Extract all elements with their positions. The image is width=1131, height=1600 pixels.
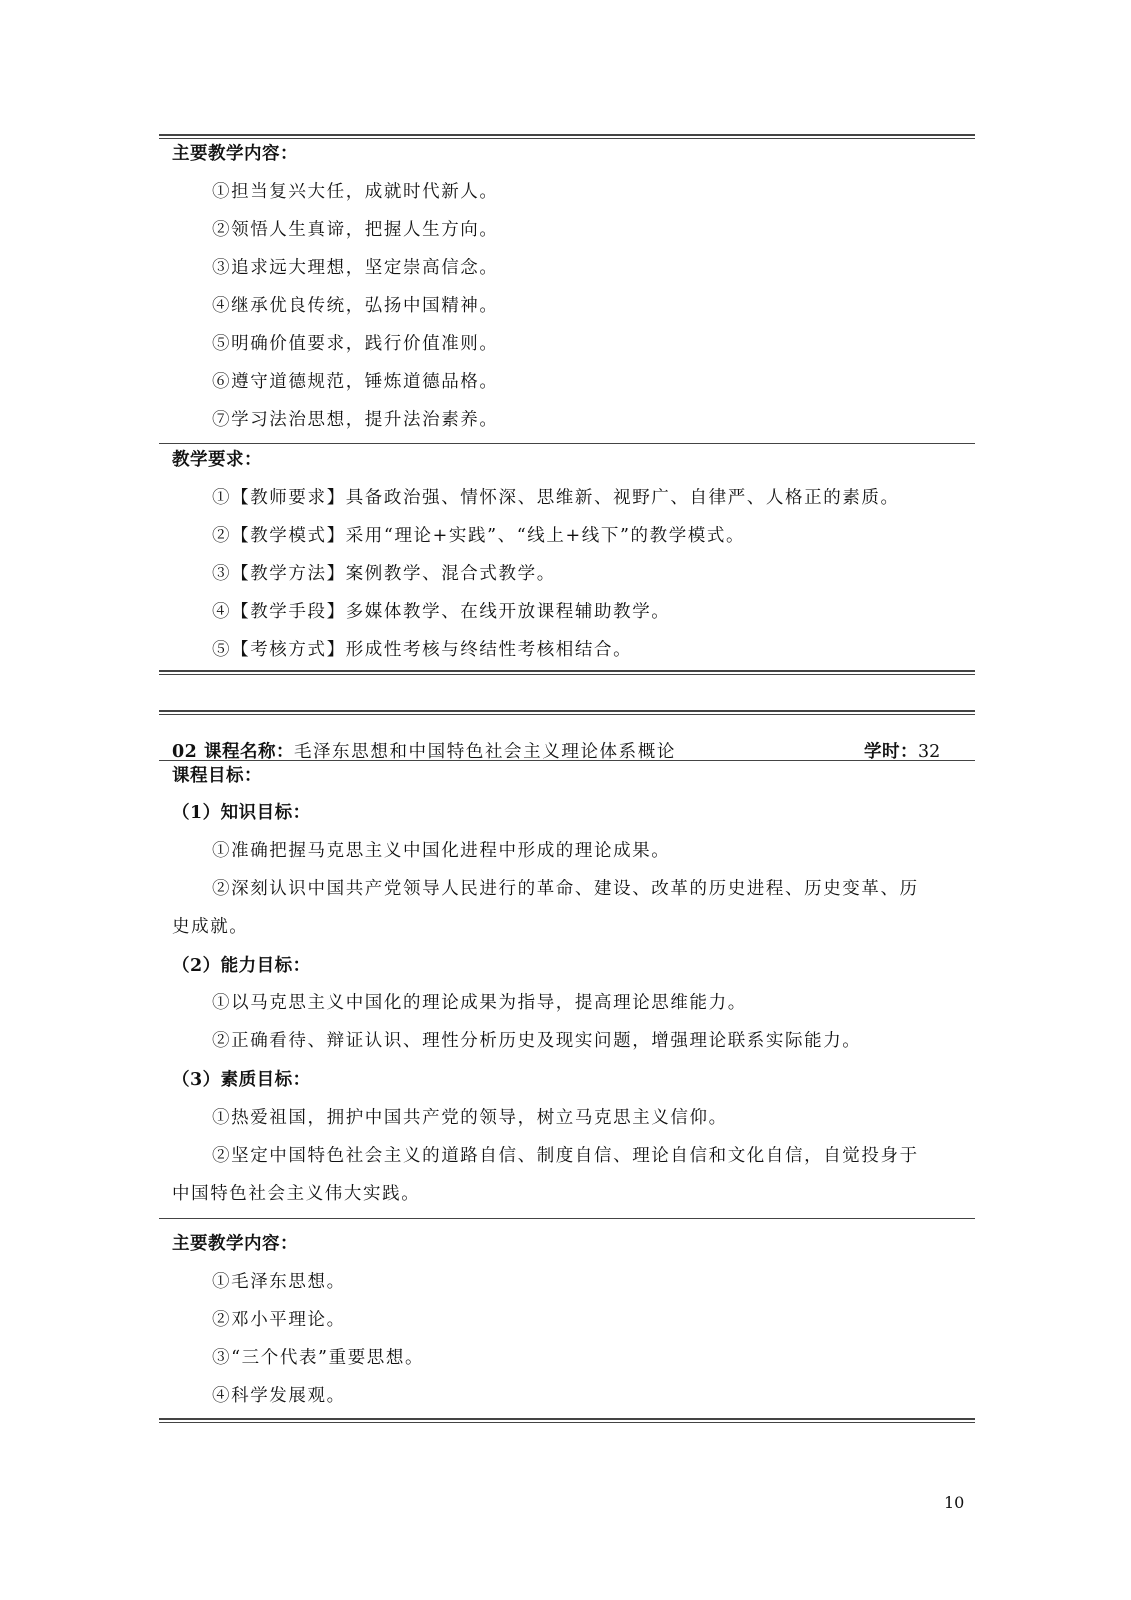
course-name-label: 02 课程名称： xyxy=(172,742,294,762)
hours-label: 学时： xyxy=(864,742,918,762)
quality-item: 中国特色社会主义伟大实践。 xyxy=(172,1184,421,1204)
content-item: ①担当复兴大任，成就时代新人。 xyxy=(212,182,499,202)
content-heading: 主要教学内容： xyxy=(172,1234,298,1254)
row-divider xyxy=(159,760,975,761)
knowledge-item: 史成就。 xyxy=(172,917,249,937)
row-divider xyxy=(159,1218,975,1219)
knowledge-item: ①准确把握马克思主义中国化进程中形成的理论成果。 xyxy=(212,841,671,861)
quality-heading: （3）素质目标： xyxy=(172,1070,311,1090)
requirements-heading: 教学要求： xyxy=(172,450,262,470)
table-top-border xyxy=(159,134,975,139)
requirement-item: ①【教师要求】具备政治强、情怀深、思维新、视野广、自律严、人格正的素质。 xyxy=(212,488,900,508)
content-item: ②领悟人生真谛，把握人生方向。 xyxy=(212,220,499,240)
requirement-item: ⑤【考核方式】形成性考核与终结性考核相结合。 xyxy=(212,640,633,660)
requirement-item: ④【教学手段】多媒体教学、在线开放课程辅助教学。 xyxy=(212,602,671,622)
content-item: ③“三个代表”重要思想。 xyxy=(212,1348,425,1368)
content-item: ⑤明确价值要求，践行价值准则。 xyxy=(212,334,499,354)
content-item: ④科学发展观。 xyxy=(212,1386,346,1406)
table-bottom-border xyxy=(159,670,975,675)
quality-item: ②坚定中国特色社会主义的道路自信、制度自信、理论自信和文化自信，自觉投身于 xyxy=(212,1146,919,1166)
content-item: ②邓小平理论。 xyxy=(212,1310,346,1330)
course-name: 毛泽东思想和中国特色社会主义理论体系概论 xyxy=(293,742,676,762)
table-top-border xyxy=(159,710,975,715)
content-heading: 主要教学内容： xyxy=(172,144,298,164)
ability-item: ①以马克思主义中国化的理论成果为指导，提高理论思维能力。 xyxy=(212,993,747,1013)
ability-heading: （2）能力目标： xyxy=(172,956,311,976)
knowledge-item: ②深刻认识中国共产党领导人民进行的革命、建设、改革的历史进程、历史变革、历 xyxy=(212,879,919,899)
table-bottom-border xyxy=(159,1418,975,1423)
goals-heading: 课程目标： xyxy=(172,766,262,786)
page-number: 10 xyxy=(944,1493,965,1512)
content-item: ⑥遵守道德规范，锤炼道德品格。 xyxy=(212,372,499,392)
quality-item: ①热爱祖国，拥护中国共产党的领导，树立马克思主义信仰。 xyxy=(212,1108,728,1128)
content-item: ⑦学习法治思想，提升法治素养。 xyxy=(212,410,499,430)
hours-value: 32 xyxy=(918,742,941,762)
knowledge-heading: （1）知识目标： xyxy=(172,803,311,823)
requirement-item: ②【教学模式】采用“理论+实践”、“线上+线下”的教学模式。 xyxy=(212,526,746,546)
content-item: ③追求远大理想，坚定崇高信念。 xyxy=(212,258,499,278)
ability-item: ②正确看待、辩证认识、理性分析历史及现实问题，增强理论联系实际能力。 xyxy=(212,1031,862,1051)
content-item: ④继承优良传统，弘扬中国精神。 xyxy=(212,296,499,316)
row-divider xyxy=(159,443,975,444)
requirement-item: ③【教学方法】案例教学、混合式教学。 xyxy=(212,564,556,584)
content-item: ①毛泽东思想。 xyxy=(212,1272,346,1292)
